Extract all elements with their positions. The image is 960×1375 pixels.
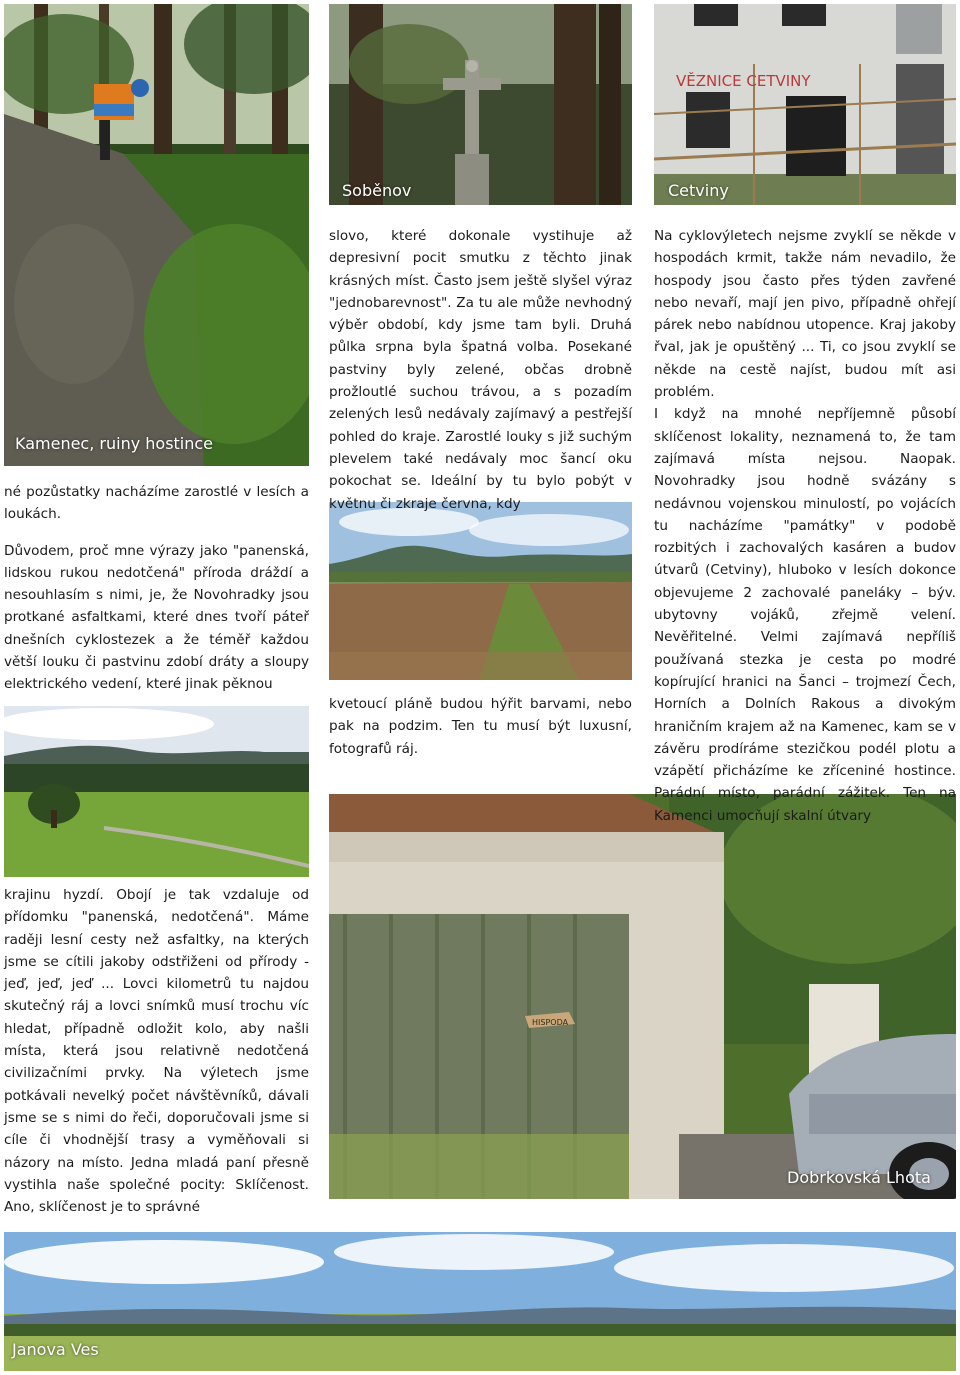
- photo-field-path: [329, 502, 632, 680]
- col1-bottom-paragraph: krajinu hyzdí. Obojí je tak vzdaluje od přídomku "panenská, nedotčená". Máme raději lesní cesty než asfaltky, na kterých jsme se cítili jakoby odstřiženi od přírody - jeď, jeď, jeď ... Lovci kilometrů tu najdou skutečný ráj a lovci snímků musí trochu víc hledat, případně odložit kolo, aby našli místa, která jsou relativně nedotčená civilizačními prvky. Na výletech jsme potkávali nevelký počet návštěvníků, dávali jsme se s nimi do řeči, doporučovali jsme si cíle či vhodnější trasy a vyměňovali si názory na místo. Jedna mladá paní přesně vystihla naše společné pocity: Sklíčenost. Ano, sklíčenost je to správné: [4, 887, 309, 1216]
- photo-meadow: [4, 706, 309, 877]
- column-1-bottom: [4, 884, 309, 1218]
- col2-top-paragraph: slovo, které dokonale vystihuje až depresivní pocit smutku z těchto jinak krásných míst. Často jsem ještě slyšel výraz "jednobarevnost". Za tu ale může nevhodný výběr období, kdy jsme tam byli. Druhá půlka srpna byla špatná volba. Posekané pastviny byly zelené, občas drobně prožloutlé suchou trávou, a s pozadím zelených lesů nedávaly zajímavý a pestřejší pohled do kraje. Zarostlé louky s již suchým plevelem také nedávaly moc šancí oku pokochat se. Ideální by tu bylo pobýt v květnu či zkraje června, kdy: [329, 228, 632, 512]
- photo-janova-ves: [4, 1232, 956, 1371]
- photo-cetviny: [654, 4, 956, 205]
- column-2-top: [329, 225, 632, 515]
- dobrkovska-sign: HISPODA: [532, 1018, 569, 1027]
- photo-kamenec: [4, 4, 309, 466]
- photo-sobenov: [329, 4, 632, 205]
- cetviny-graffiti: VĚZNICE CETVINY: [676, 72, 811, 90]
- caption-cetviny: Cetviny: [668, 181, 729, 200]
- column-1-top: [4, 481, 309, 696]
- col1-top-paragraph: né pozůstatky nacházíme zarostlé v lesích a loukách.: [4, 484, 309, 523]
- caption-sobenov: Soběnov: [342, 181, 412, 200]
- col1-paragraph-2: Důvodem, proč mne výrazy jako "panenská, lidskou rukou nedotčená" příroda dráždí a nesouhlasím s nimi, je, že Novohradky jsou protkané asfaltkami, které dnes tvoří páteř dnešních cyklostezek a že téměř každou větší louku či pastvinu zdobí dráty a sloupy elektrického vedení, které jinak pěknou: [4, 542, 309, 693]
- col2-bottom-paragraph: kvetoucí pláně budou hýřit barvami, nebo pak na podzim. Ten tu musí být luxusní, fotografů ráj.: [329, 696, 632, 757]
- photo-dobrkovska: [329, 794, 956, 1199]
- col3-paragraph-2: I když na mnohé nepříjemně působí sklíčenost lokality, neznamená to, že tam zajímavá místa nejsou. Naopak. Novohradky jsou hodně svázány s nedávnou vojenskou minulostí, po vojácích tu nacházíme "památky" v podobě rozbitých i zachovalých kasáren a budov útvarů (Cetviny), hluboko v lesích dokonce objevujeme 2 zachovalé paneláky – býv. ubytovny vojáků, zřejmě velení. Nevěřitelné. Velmi zajímavá nepříliš používaná stezka je cesta po modré kopírující hranici na Šanci – trojmezí Čech, Horních a Dolních Rakous a divokým hraničním krajem až na Kamenec, kam se v závěru prodíráme stezičkou podél plotu a vzápětí přicházíme ke zříceniné hostince. Parádní místo, parádní zážitek. Ten na Kamenci umocňují skalní útvary: [654, 406, 956, 824]
- column-3: [654, 225, 956, 827]
- column-2-bottom: [329, 693, 632, 760]
- caption-kamenec: Kamenec, ruiny hostince: [15, 434, 214, 453]
- caption-janova-ves: Janova Ves: [12, 1340, 99, 1359]
- caption-dobrkovska: Dobrkovská Lhota: [787, 1168, 931, 1187]
- col3-paragraph-1: Na cyklovýletech nejsme zvyklí se někde v hospodách krmit, takže nám nevadilo, že hospody jsou často přes týden zavřené nebo nevaří, mají jen pivo, případně ohřejí párek nebo nabídnou utopence. Kraj jakoby řval, jak je opuštěný ... Ti, co jsou zvyklí se někde na cestě najíst, budou mít asi problém.: [654, 228, 956, 401]
